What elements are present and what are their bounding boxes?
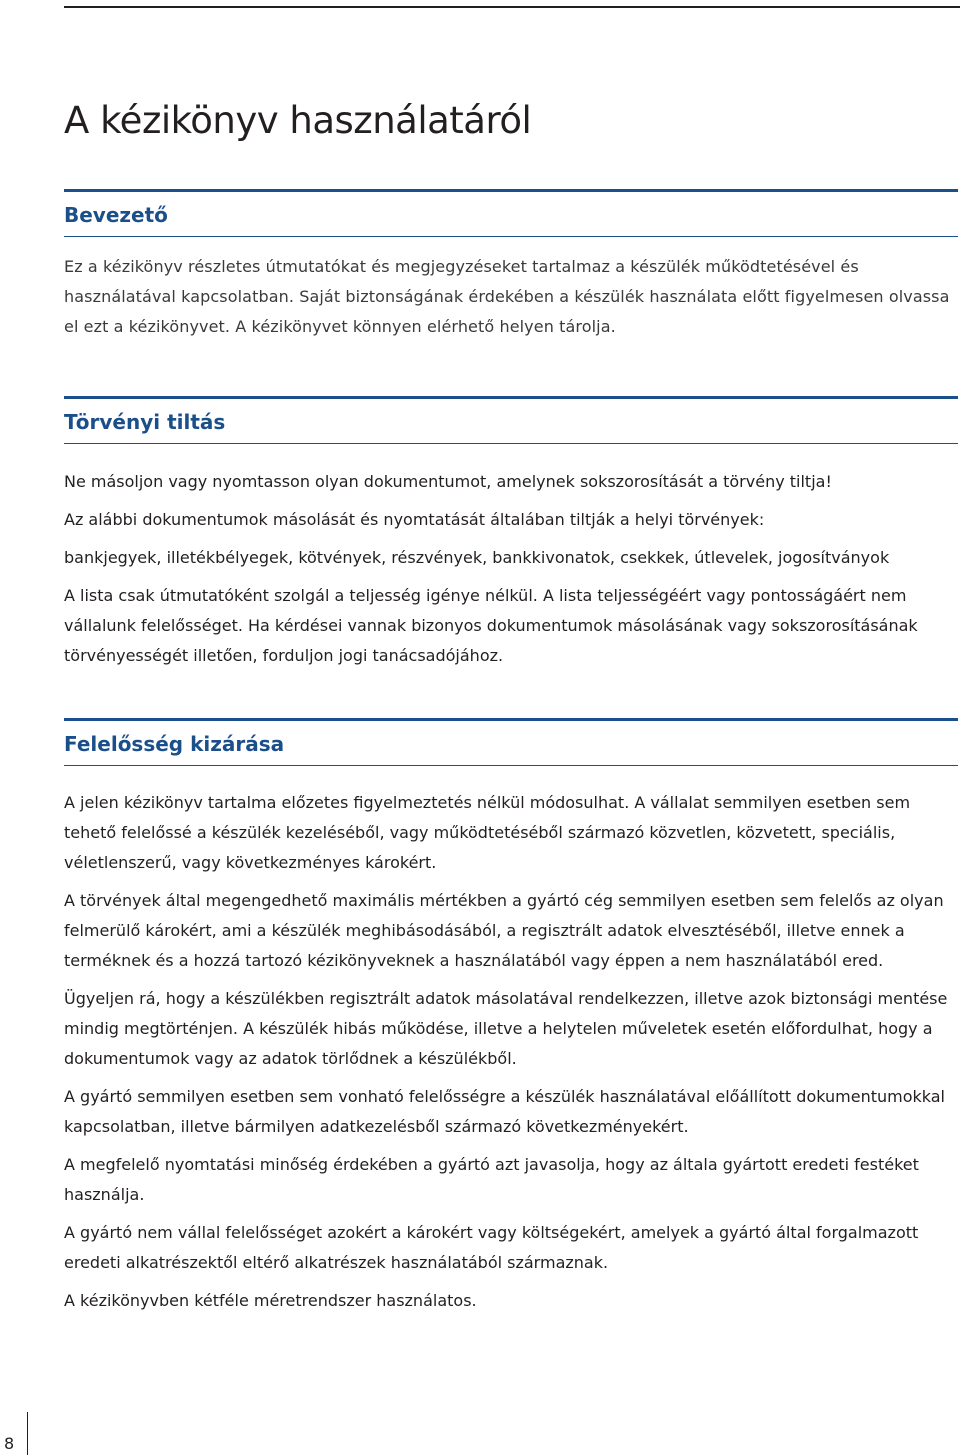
page-edge-rule (27, 1412, 28, 1455)
page-number: 8 (4, 1434, 15, 1453)
paragraph: A lista csak útmutatóként szolgál a teljesség igénye nélkül. A lista teljességéért vagy pontosságáért nem vállalunk felelősséget. Ha kérdései vannak bizonyos dokumentumok másolásának vagy sokszorosításának törvényességét illetően, forduljon jogi tanácsadójához. (64, 586, 918, 665)
section-legal-prohibition (64, 396, 958, 671)
paragraph: bankjegyek, illetékbélyegek, kötvények, részvények, bankkivonatok, csekkek, útlevelek, jogosítványok (64, 548, 890, 567)
paragraph: A kézikönyvben kétféle méretrendszer használatos. (64, 1291, 477, 1310)
paragraph: A gyártó nem vállal felelősséget azokért a károkért vagy költségekért, amelyek a gyártó által forgalmazott eredeti alkatrészektől eltérő alkatrészek használatából származnak. (64, 1223, 919, 1272)
paragraph: Az alábbi dokumentumok másolását és nyomtatását általában tiltják a helyi törvények: (64, 510, 765, 529)
section-heading: Bevezető (64, 203, 168, 227)
paragraph: A jelen kézikönyv tartalma előzetes figyelmeztetés nélkül módosulhat. A vállalat semmilyen esetben sem tehető felelőssé a készülék kezeléséből, vagy működtetéséből származó közvetlen, közvetett, speciális, véletlenszerű, vagy következményes károkért. (64, 793, 911, 872)
section-heading-bar (64, 396, 958, 444)
section-disclaimer (64, 718, 958, 1316)
page-title: A kézikönyv használatáról (64, 99, 532, 142)
paragraph: Ne másoljon vagy nyomtasson olyan dokumentumot, amelynek sokszorosítását a törvény tiltja! (64, 472, 832, 491)
paragraph: A gyártó semmilyen esetben sem vonható felelősségre a készülék használatával előállított dokumentumokkal kapcsolatban, illetve bármilyen adatkezelésből származó következményekért. (64, 1087, 945, 1136)
paragraph: A törvények által megengedhető maximális mértékben a gyártó cég semmilyen esetben sem felelős az olyan felmerülő károkért, ami a készülék meghibásodásából, a regisztrált adatok elvesztéséből, illetve ennek a terméknek és a hozzá tartozó kézikönyveknek a használatából vagy éppen a nem használatából ered. (64, 891, 944, 970)
section-heading: Törvényi tiltás (64, 410, 226, 434)
top-rule (64, 6, 960, 8)
paragraph: Ügyeljen rá, hogy a készülékben regisztrált adatok másolatával rendelkezzen, illetve azok biztonsági mentése mindig megtörténjen. A készülék hibás működése, illetve a helytelen műveletek esetén előfordulhat, hogy a dokumentumok vagy az adatok törlődnek a készülékből. (64, 989, 948, 1068)
paragraph: A megfelelő nyomtatási minőség érdekében a gyártó azt javasolja, hogy az általa gyártott eredeti festéket használja. (64, 1155, 919, 1204)
section-heading: Felelősség kizárása (64, 732, 285, 756)
section-heading-bar (64, 189, 958, 237)
section-introduction (64, 189, 958, 342)
paragraph: Ez a kézikönyv részletes útmutatókat és megjegyzéseket tartalmaz a készülék működtetésével és használatával kapcsolatban. Saját biztonságának érdekében a készülék használata előtt figyelmesen olvassa el ezt a kézikönyvet. A kézikönyvet könnyen elérhető helyen tárolja. (64, 257, 950, 336)
section-heading-bar (64, 718, 958, 766)
